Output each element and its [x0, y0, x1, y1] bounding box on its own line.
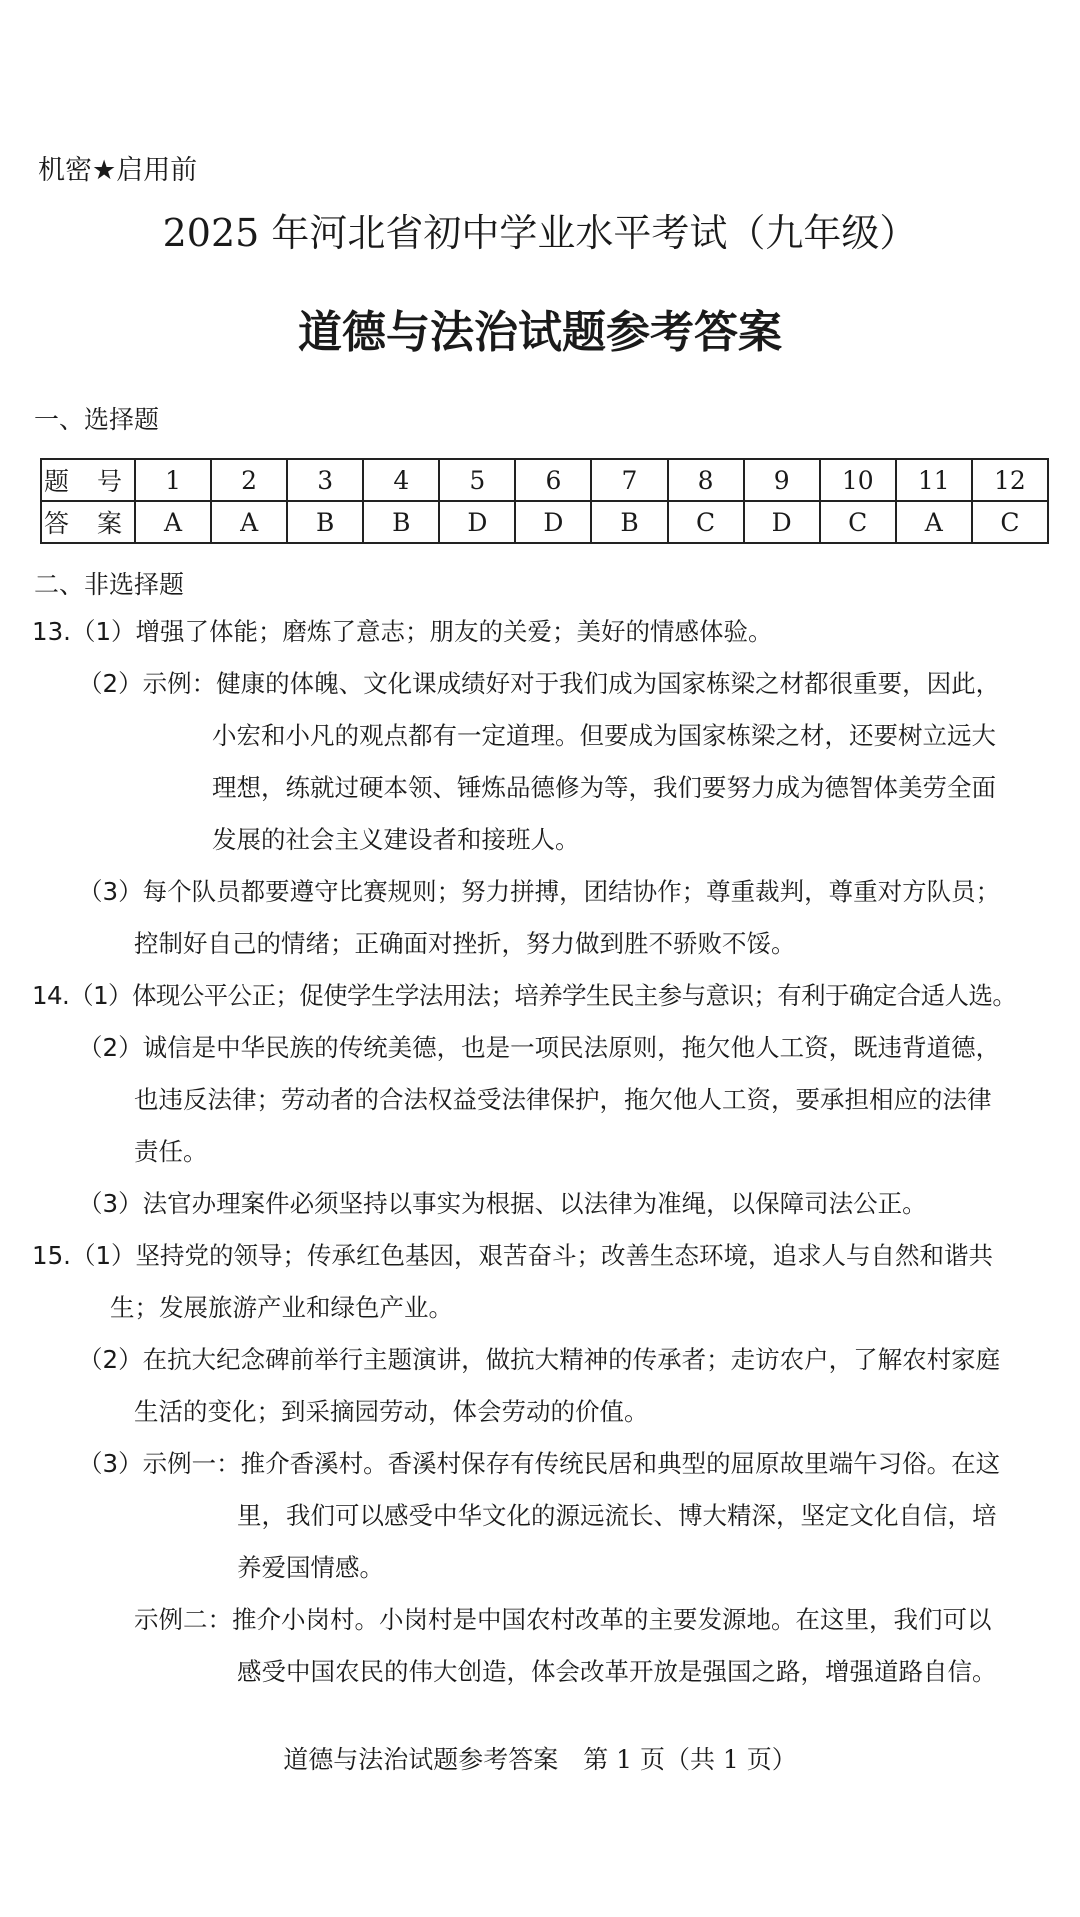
- subject-title: 道德与法治试题参考答案: [298, 307, 782, 358]
- question-number-cell: 2: [211, 459, 287, 501]
- answer-line: 控制好自己的情绪；正确面对挫折，努力做到胜不骄败不馁。: [134, 929, 796, 958]
- answer-cell: C: [972, 501, 1048, 543]
- section-multiple-choice-title: 一、选择题: [34, 405, 160, 434]
- question-number-cell: 11: [896, 459, 972, 501]
- answer-cell: A: [135, 501, 211, 543]
- answer-cell: A: [211, 501, 287, 543]
- question-number-cell: 1: [135, 459, 211, 501]
- answer-row: [41, 501, 1048, 543]
- question-number-row: [41, 459, 1048, 501]
- question-number-cell: 9: [744, 459, 820, 501]
- question-number-header: 题 号: [41, 459, 135, 501]
- answer-line: 13.（1）增强了体能；磨炼了意志；朋友的关爱；美好的情感体验。: [32, 617, 773, 646]
- answer-line: 感受中国农民的伟大创造，体会改革开放是强国之路，增强道路自信。: [237, 1657, 997, 1686]
- answer-cell: C: [668, 501, 744, 543]
- answer-line: （3）每个队员都要遵守比赛规则；努力拼搏，团结协作；尊重裁判，尊重对方队员；: [78, 877, 1001, 906]
- question-number-cell: 10: [820, 459, 896, 501]
- answer-header: 答 案: [41, 501, 135, 543]
- answer-line: 小宏和小凡的观点都有一定道理。但要成为国家栋梁之材，还要树立远大: [212, 721, 996, 750]
- answer-line: 14.（1）体现公平公正；促使学生学法用法；培养学生民主参与意识；有利于确定合适人选。: [32, 981, 1017, 1010]
- answer-cell: D: [439, 501, 515, 543]
- answer-table: [40, 458, 1049, 544]
- answer-cell: B: [363, 501, 439, 543]
- question-number-cell: 8: [668, 459, 744, 501]
- section-open-questions-title: 二、非选择题: [34, 570, 185, 599]
- answer-line: （2）诚信是中华民族的传统美德，也是一项民法原则，拖欠他人工资，既违背道德，: [78, 1033, 1001, 1062]
- answer-cell: C: [820, 501, 896, 543]
- answer-line: （2）在抗大纪念碑前举行主题演讲，做抗大精神的传承者；走访农户，了解农村家庭: [78, 1345, 1001, 1374]
- page-footer: 道德与法治试题参考答案 第 1 页（共 1 页）: [283, 1745, 797, 1774]
- answer-line: 发展的社会主义建设者和接班人。: [212, 825, 580, 854]
- answer-line: 也违反法律；劳动者的合法权益受法律保护，拖欠他人工资，要承担相应的法律: [134, 1085, 992, 1114]
- answer-line: 示例二：推介小岗村。小岗村是中国农村改革的主要发源地。在这里，我们可以: [134, 1605, 992, 1634]
- exam-title: 2025 年河北省初中学业水平考试（九年级）: [162, 211, 918, 255]
- answer-line: 责任。: [134, 1137, 208, 1166]
- question-number-cell: 4: [363, 459, 439, 501]
- question-number-cell: 6: [515, 459, 591, 501]
- answer-line: 15.（1）坚持党的领导；传承红色基因，艰苦奋斗；改善生态环境，追求人与自然和谐共: [32, 1241, 994, 1270]
- answer-cell: D: [515, 501, 591, 543]
- answer-line: （3）示例一：推介香溪村。香溪村保存有传统民居和典型的屈原故里端午习俗。在这: [78, 1449, 1001, 1478]
- answer-line: （3）法官办理案件必须坚持以事实为根据、以法律为准绳，以保障司法公正。: [78, 1189, 927, 1218]
- question-number-cell: 7: [591, 459, 667, 501]
- answer-cell: D: [744, 501, 820, 543]
- answer-cell: A: [896, 501, 972, 543]
- answer-line: 理想，练就过硬本领、锤炼品德修为等，我们要努力成为德智体美劳全面: [212, 773, 996, 802]
- answer-line: 生；发展旅游产业和绿色产业。: [110, 1293, 453, 1322]
- question-number-cell: 5: [439, 459, 515, 501]
- answer-cell: B: [591, 501, 667, 543]
- answer-line: 养爱国情感。: [237, 1553, 384, 1582]
- confidential-label: 机密★启用前: [38, 155, 198, 186]
- answer-line: 生活的变化；到采摘园劳动，体会劳动的价值。: [134, 1397, 649, 1426]
- answer-line: （2）示例：健康的体魄、文化课成绩好对于我们成为国家栋梁之材都很重要，因此，: [78, 669, 1001, 698]
- question-number-cell: 3: [287, 459, 363, 501]
- answer-cell: B: [287, 501, 363, 543]
- answer-line: 里，我们可以感受中华文化的源远流长、博大精深，坚定文化自信，培: [237, 1501, 997, 1530]
- question-number-cell: 12: [972, 459, 1048, 501]
